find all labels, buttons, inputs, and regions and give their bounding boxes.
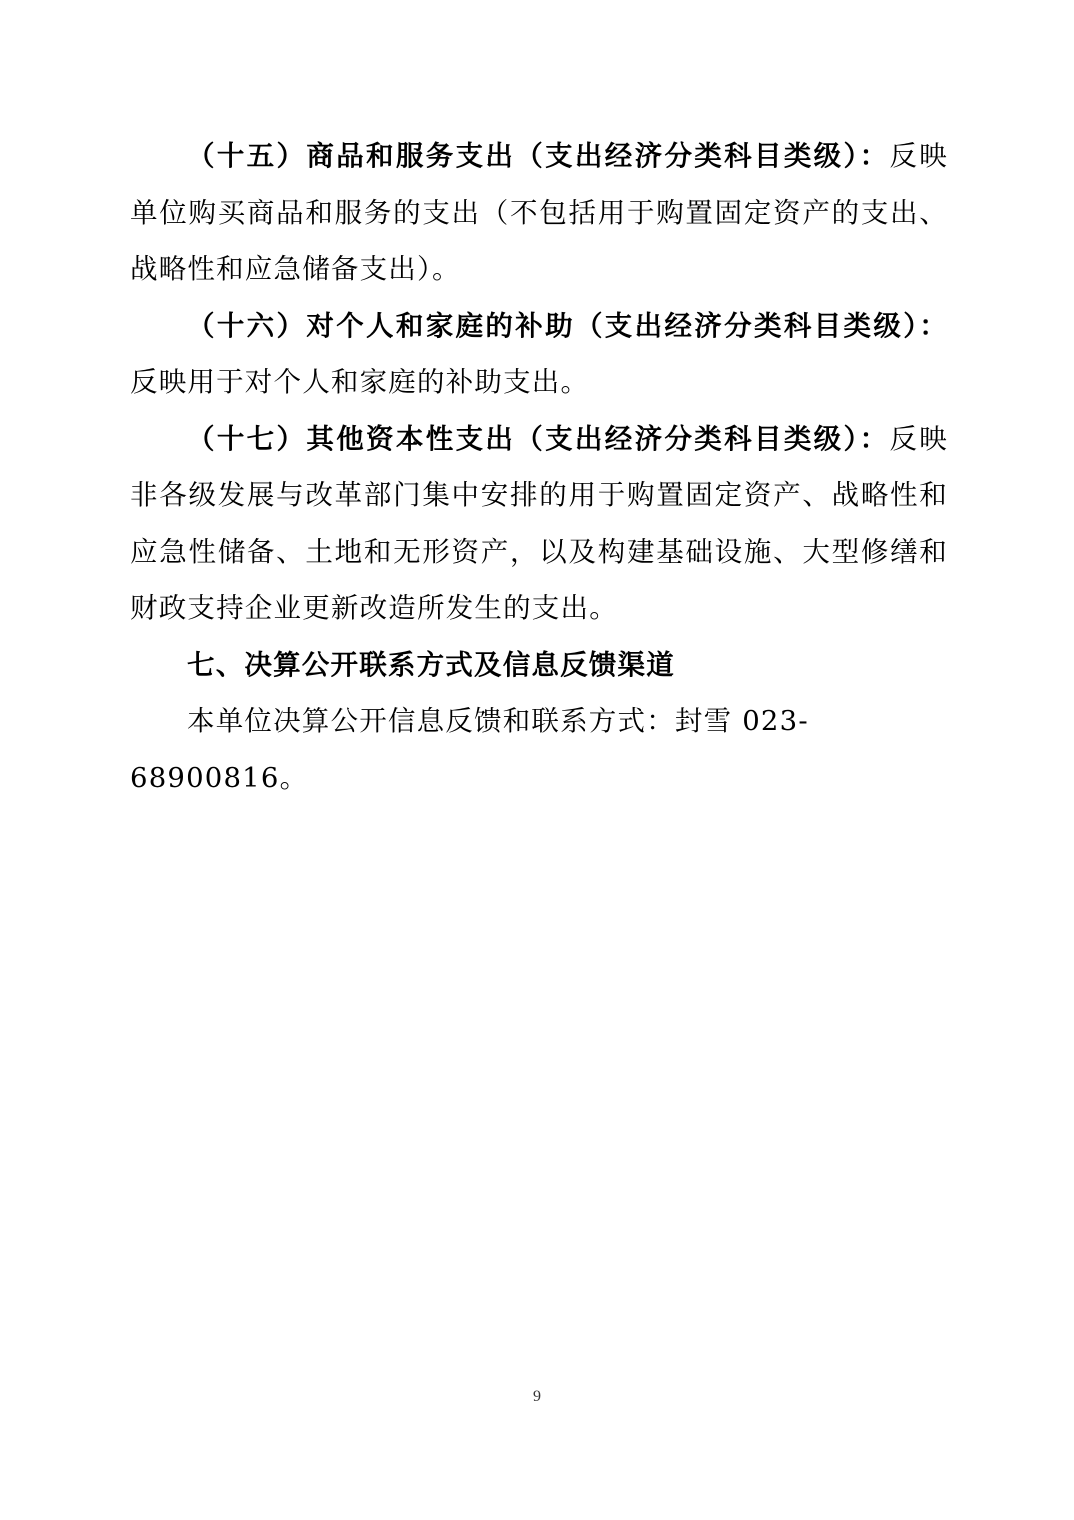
- definition-term-16: （十六）对个人和家庭的补助（支出经济分类科目类级）：: [187, 309, 948, 342]
- definition-text-17: 反映非各级发展与改革部门集中安排的用于购置固定资产、战略性和应急性储备、土地和无形资产，以及构建基础设施、大型修缮和财政支持企业更新改造所发生的支出。: [130, 422, 948, 624]
- definition-paragraph-15: [130, 128, 948, 298]
- definition-paragraph-16: [130, 298, 948, 411]
- contact-info: 本单位决算公开信息反馈和联系方式：封雪 023-68900816。: [130, 705, 809, 794]
- page-number: 9: [533, 1388, 541, 1405]
- definition-text-16: 反映用于对个人和家庭的补助支出。: [130, 366, 590, 398]
- definition-paragraph-17: [130, 411, 948, 637]
- section-heading: 七、决算公开联系方式及信息反馈渠道: [187, 648, 675, 681]
- definition-text-15: 反映单位购买商品和服务的支出（不包括用于购置固定资产的支出、战略性和应急储备支出）。: [130, 140, 948, 285]
- document-body: [130, 128, 948, 806]
- definition-term-15: （十五）商品和服务支出（支出经济分类科目类级）：: [187, 140, 890, 172]
- definition-term-17: （十七）其他资本性支出（支出经济分类科目类级）：: [187, 422, 890, 455]
